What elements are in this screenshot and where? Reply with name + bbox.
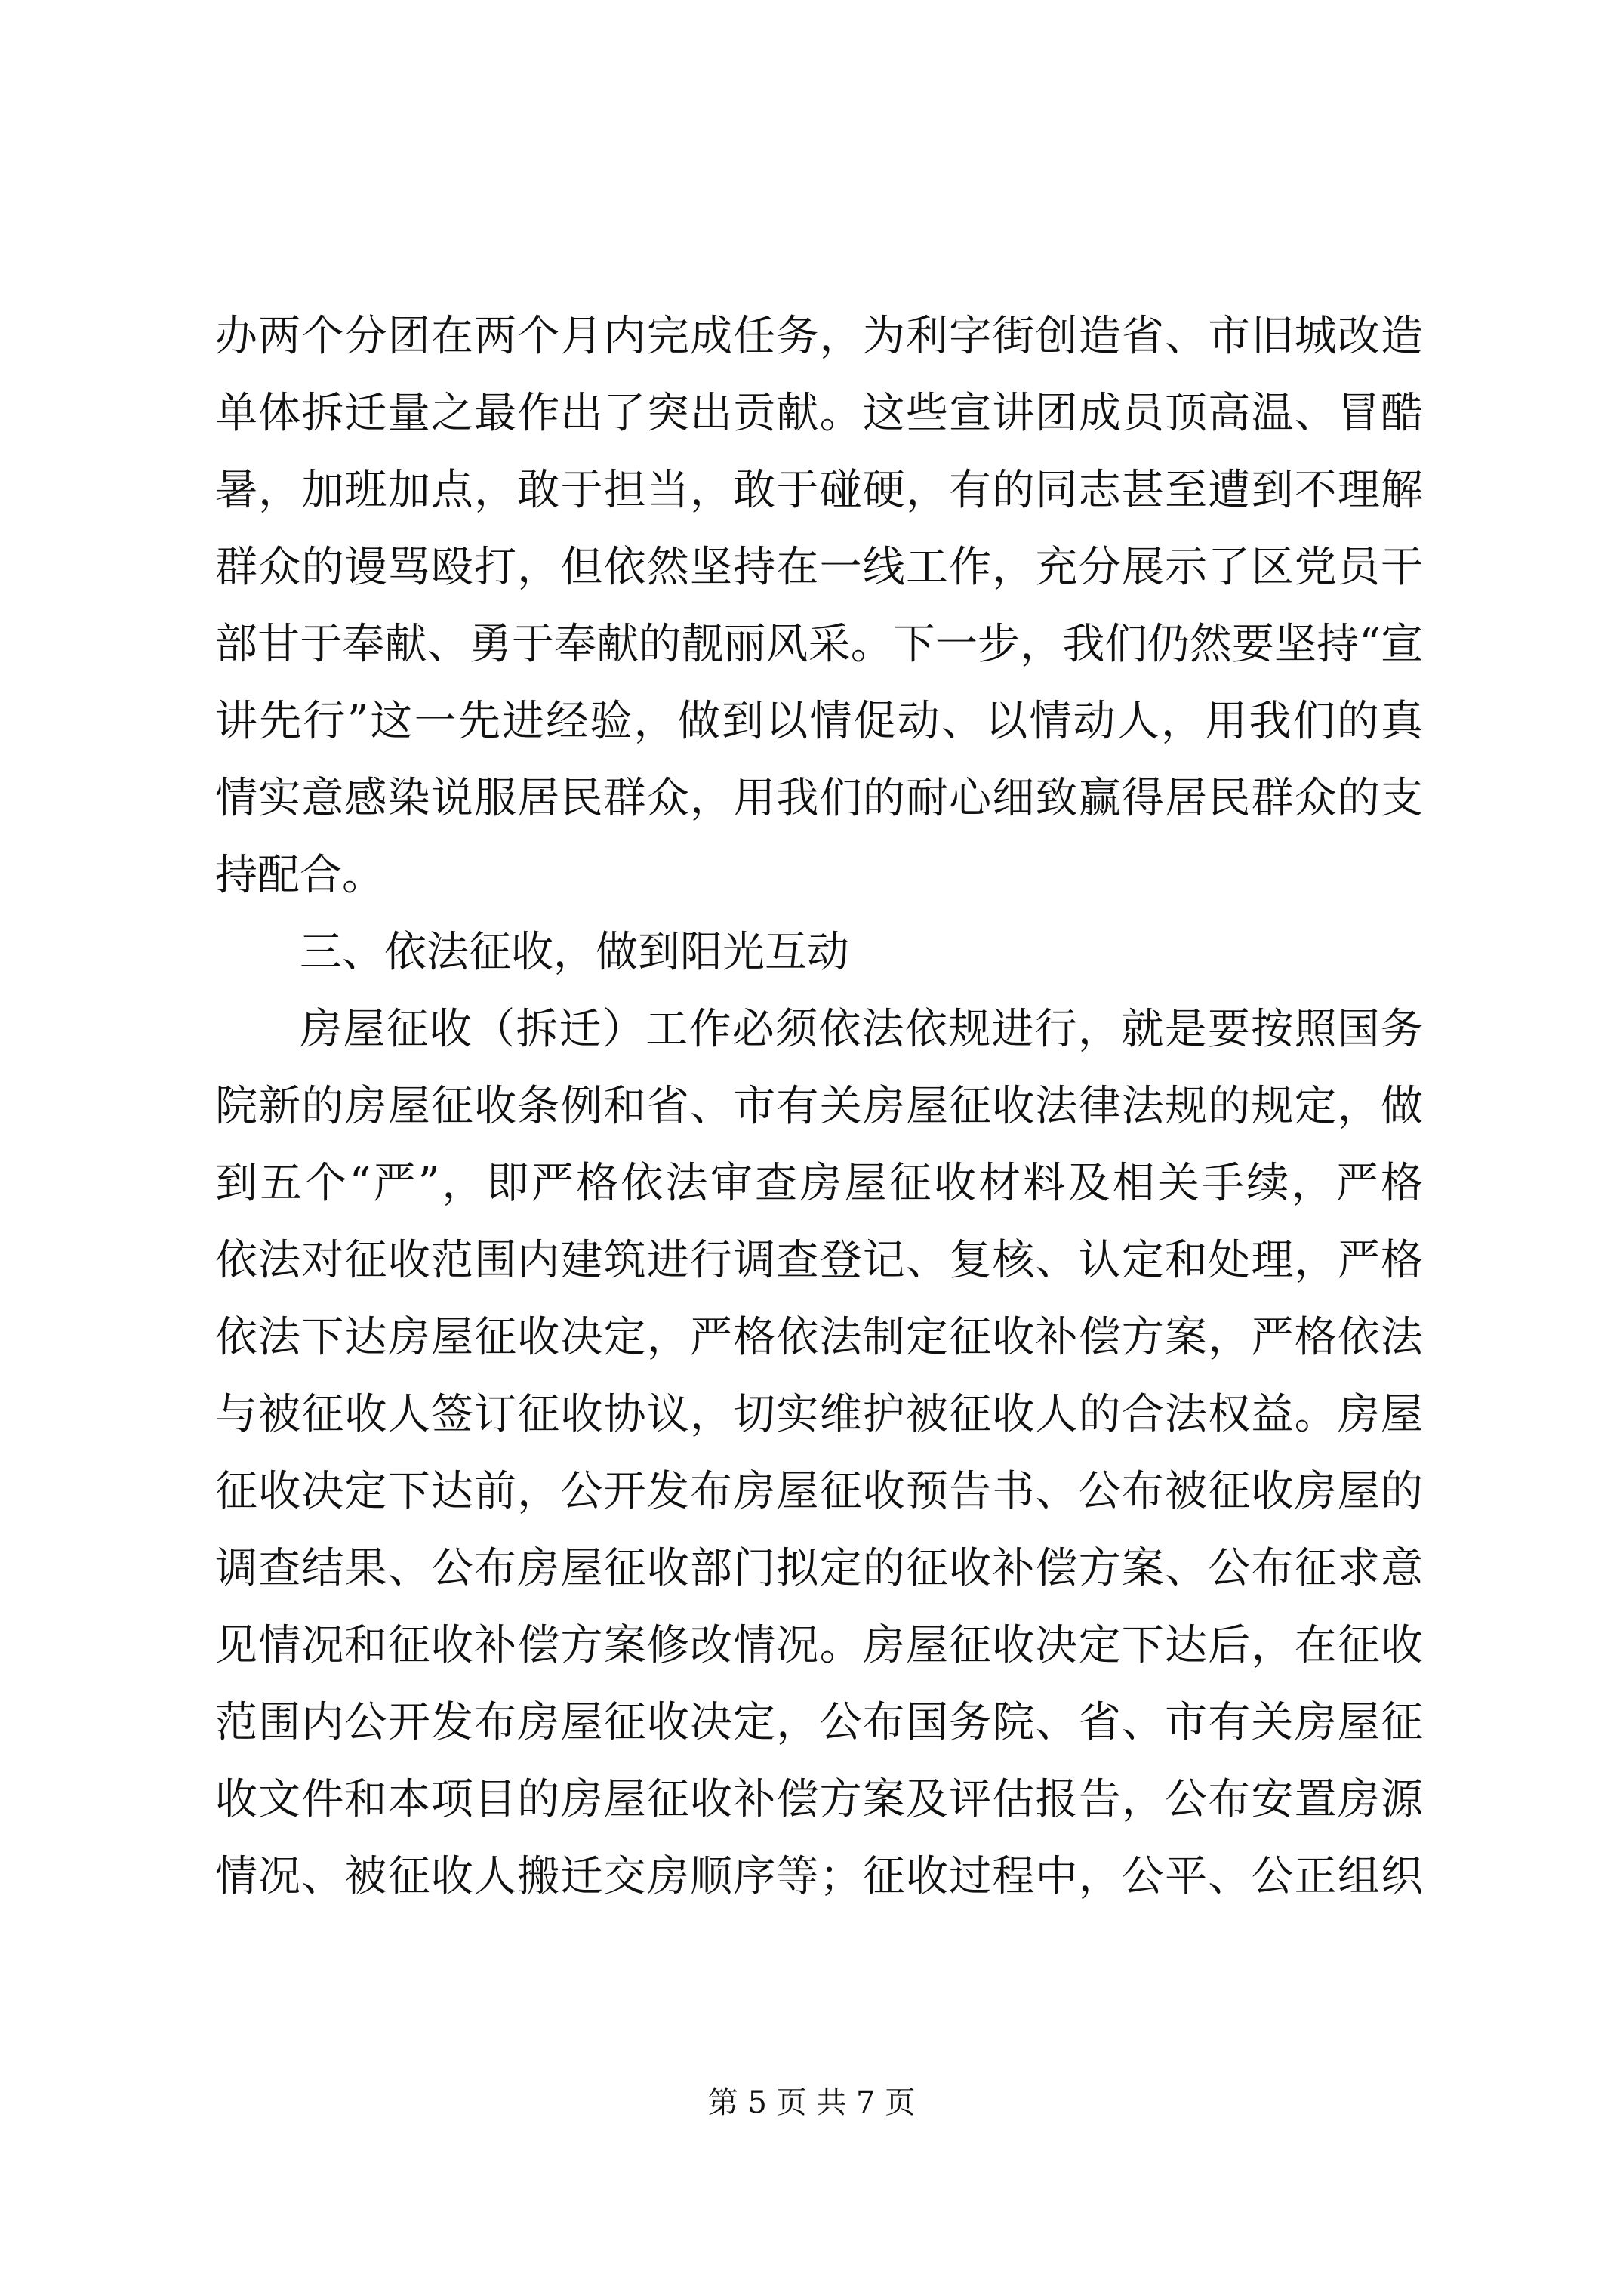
text-line: 院新的房屋征收条例和省、市有关房屋征收法律法规的规定，做 [215, 1082, 1423, 1131]
text-line: 见情况和征收补偿方案修改情况。房屋征收决定下达后，在征收 [215, 1621, 1423, 1670]
text-line: 房屋征收（拆迁）工作必须依法依规进行，就是要按照国务 [300, 1005, 1423, 1054]
text-line: 范围内公开发布房屋征收决定，公布国务院、省、市有关房屋征 [215, 1698, 1423, 1747]
section-heading: 三、依法征收，做到阳光互动 [300, 928, 849, 977]
text-line: 办两个分团在两个月内完成任务，为利字街创造省、市旧城改造 [215, 312, 1423, 361]
page-footer: 第 5 页 共 7 页 [707, 2085, 916, 2120]
text-line: 暑，加班加点，敢于担当，敢于碰硬，有的同志甚至遭到不理解 [215, 466, 1423, 515]
text-line: 与被征收人签订征收协议，切实维护被征收人的合法权益。房屋 [215, 1390, 1423, 1439]
text-line: 依法下达房屋征收决定，严格依法制定征收补偿方案，严格依法 [215, 1313, 1423, 1362]
body-text [215, 298, 1423, 1915]
text-line: 讲先行”这一先进经验，做到以情促动、以情动人，用我们的真 [215, 697, 1423, 746]
text-line: 征收决定下达前，公开发布房屋征收预告书、公布被征收房屋的 [215, 1467, 1423, 1516]
text-line: 收文件和本项目的房屋征收补偿方案及评估报告，公布安置房源 [215, 1775, 1423, 1824]
text-line: 依法对征收范围内建筑进行调查登记、复核、认定和处理，严格 [215, 1236, 1423, 1285]
text-line: 情况、被征收人搬迁交房顺序等；征收过程中，公平、公正组织 [215, 1852, 1423, 1901]
text-line: 单体拆迁量之最作出了突出贡献。这些宣讲团成员顶高温、冒酷 [215, 389, 1423, 438]
text-line: 持配合。 [215, 851, 384, 900]
text-line: 情实意感染说服居民群众，用我们的耐心细致赢得居民群众的支 [215, 774, 1423, 823]
text-line: 群众的谩骂殴打，但依然坚持在一线工作，充分展示了区党员干 [215, 543, 1423, 592]
text-line: 到五个“严”，即严格依法审查房屋征收材料及相关手续，严格 [215, 1159, 1423, 1208]
text-line: 部甘于奉献、勇于奉献的靓丽风采。下一步，我们仍然要坚持“宣 [215, 620, 1423, 669]
text-line: 调查结果、公布房屋征收部门拟定的征收补偿方案、公布征求意 [215, 1544, 1423, 1593]
